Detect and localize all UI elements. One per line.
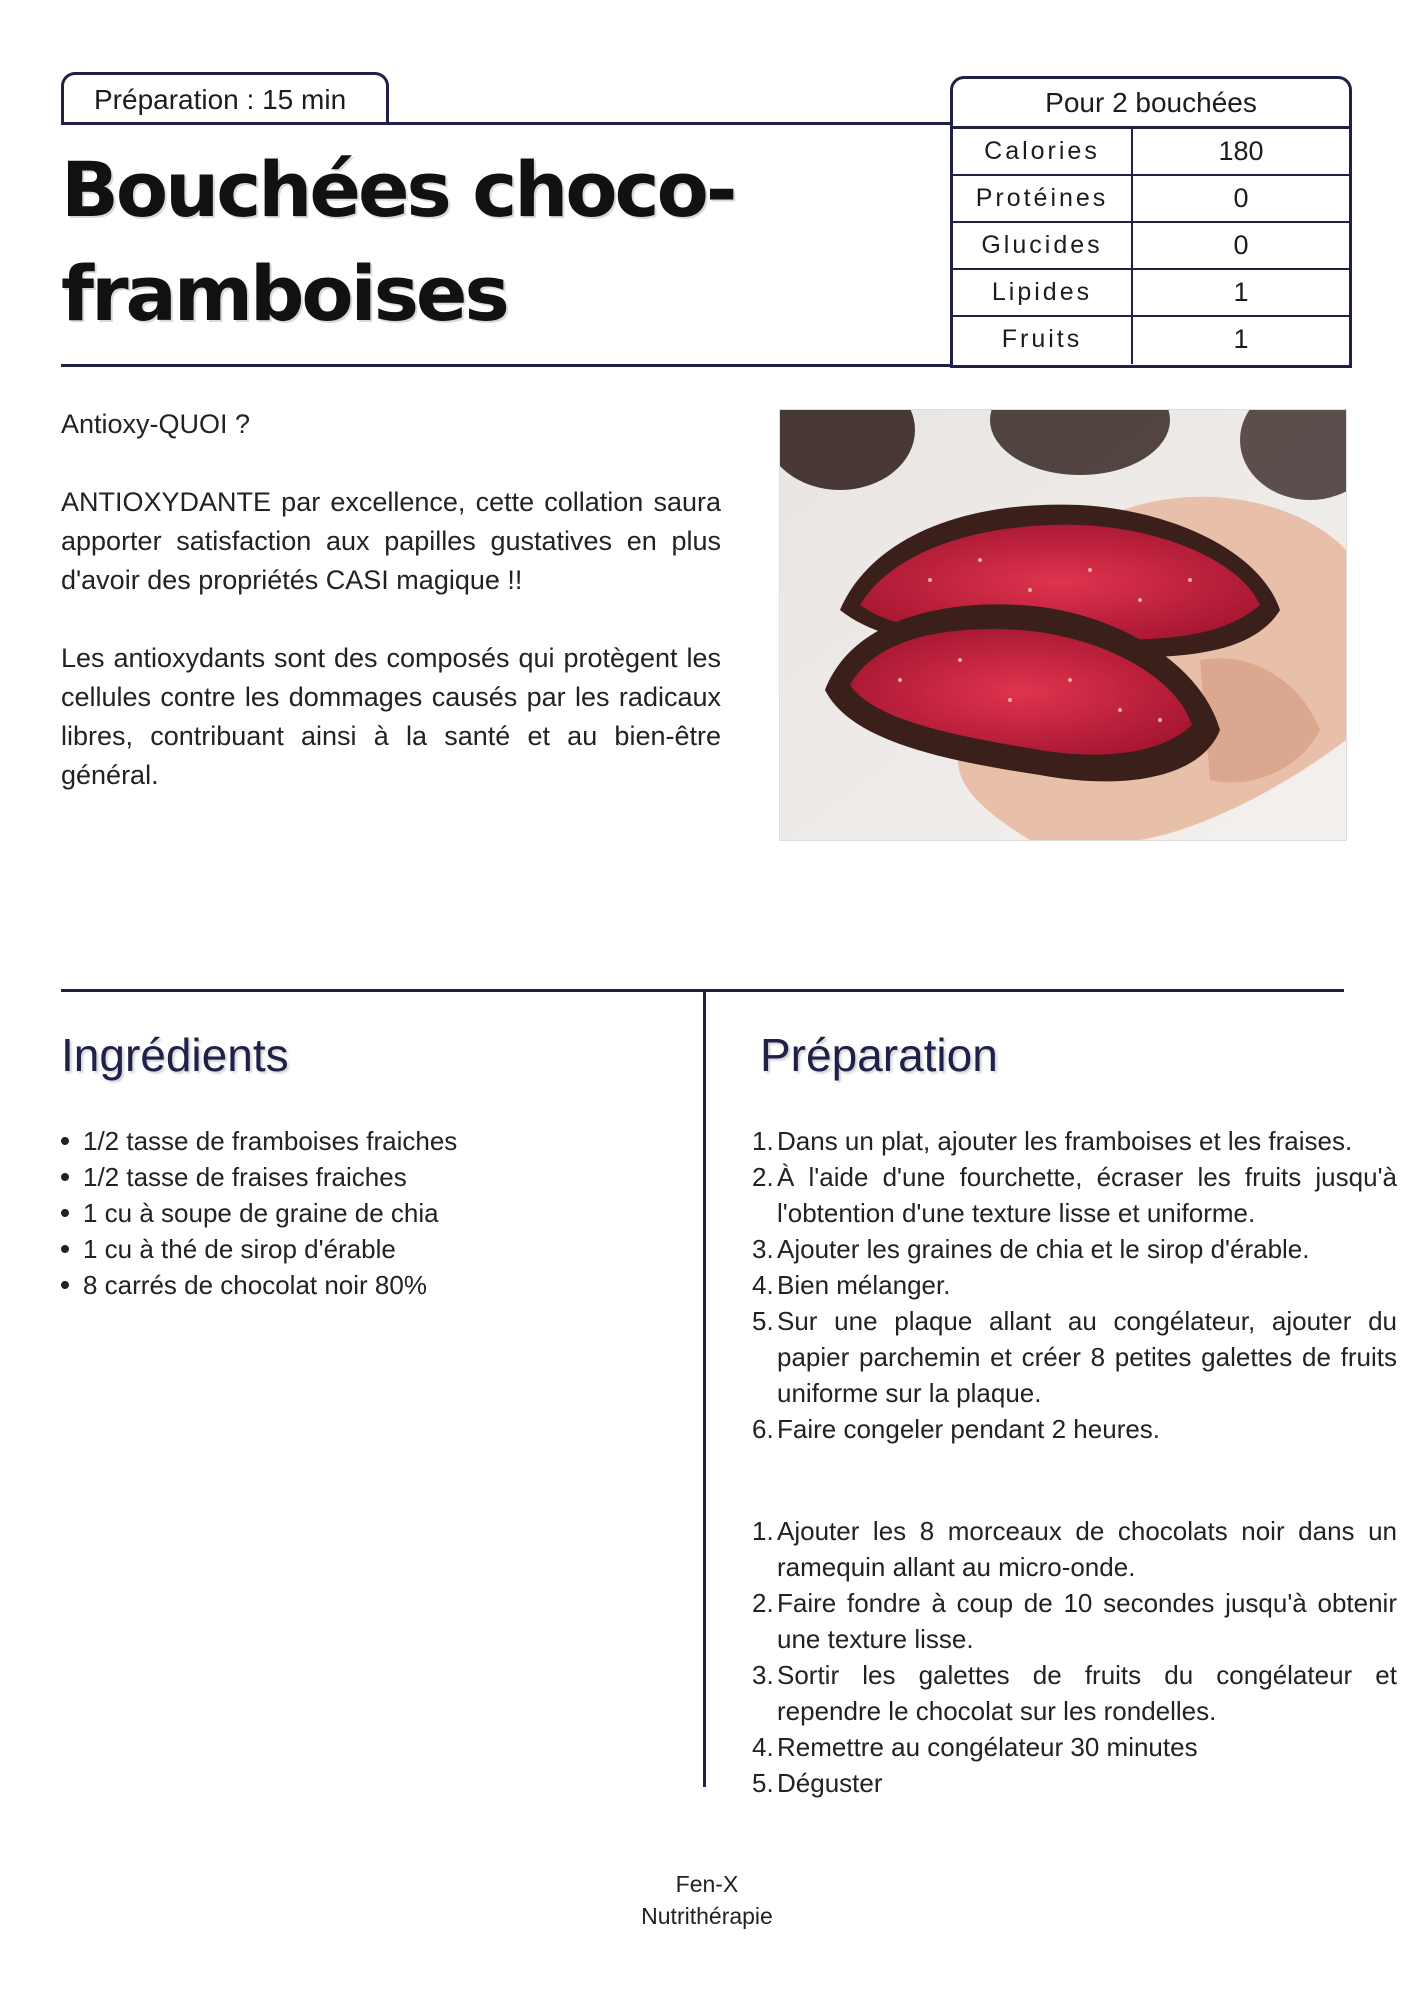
intro-paragraph-2: Les antioxydants sont des composés qui protègent les cellules contre les dommages causés par les radicaux libres, contribuant ainsi à la santé et au bien-être général. [61,643,721,790]
ingredient-text: 8 carrés de chocolat noir 80% [83,1270,427,1300]
preparation-steps-fruit [752,1123,1397,1447]
list-item [83,1231,683,1267]
ingredient-text: 1 cu à thé de sirop d'érable [83,1234,396,1264]
step-text: Déguster [777,1768,883,1798]
header-bottom-rule [61,364,951,367]
ingredient-text: 1/2 tasse de framboises fraiches [83,1126,458,1156]
step-number: 5. [752,1768,774,1798]
nutrition-value: 180 [1218,136,1264,166]
nutrition-value: 1 [1233,324,1249,354]
ingredient-text: 1 cu à soupe de graine de chia [83,1198,439,1228]
nutrition-label: Calories [953,129,1133,174]
chocolate-raspberry-bite-illustration [780,410,1346,840]
step-number: 4. [752,1270,774,1300]
list-item [752,1585,1397,1657]
nutrition-row-fruits [953,317,1349,364]
nutrition-label: Protéines [953,176,1133,221]
list-item [83,1195,683,1231]
step-text: Bien mélanger. [777,1270,951,1300]
list-item [83,1159,683,1195]
step-number: 6. [752,1414,774,1444]
step-number: 3. [752,1660,774,1690]
step-number: 1. [752,1516,774,1546]
recipe-title: Bouchées choco-framboises [61,145,735,338]
footer-brand: Fen-X [675,1871,739,1897]
preparation-steps-chocolate [752,1513,1397,1801]
step-number: 3. [752,1234,774,1264]
bullet-icon [61,1173,69,1181]
footer-subtitle: Nutrithérapie [641,1903,773,1929]
nutrition-label: Fruits [953,317,1133,364]
nutrition-label: Glucides [953,223,1133,268]
list-item [83,1267,683,1303]
list-item [752,1123,1397,1159]
step-text: À l'aide d'une fourchette, écraser les fruits jusqu'à l'obtention d'une texture lisse et uniforme. [777,1162,1397,1228]
step-text: Sortir les galettes de fruits du congélateur et rependre le chocolat sur les rondelles. [777,1660,1397,1726]
nutrition-row-calories [953,129,1349,176]
nutrition-value: 1 [1233,277,1249,307]
step-number: 5. [752,1306,774,1336]
bullet-icon [61,1209,69,1217]
list-item [752,1765,1397,1801]
bullet-icon [61,1137,69,1145]
prep-time-tab: Préparation : 15 min [61,72,389,122]
nutrition-value: 0 [1233,230,1249,260]
nutrition-table [950,76,1352,368]
column-divider [703,992,706,1787]
ingredients-heading: Ingrédients [61,1029,289,1081]
step-text: Sur une plaque allant au congélateur, ajouter du papier parchemin et créer 8 petites galettes de fruits uniforme sur la plaque. [777,1306,1397,1408]
list-item [83,1123,683,1159]
nutrition-row-lipides [953,270,1349,317]
step-number: 2. [752,1162,774,1192]
nutrition-row-proteines [953,176,1349,223]
step-text: Remettre au congélateur 30 minutes [777,1732,1198,1762]
nutrition-row-glucides [953,223,1349,270]
intro-text [61,405,721,834]
ingredient-text: 1/2 tasse de fraises fraiches [83,1162,407,1192]
bullet-icon [61,1281,69,1289]
list-item [752,1513,1397,1585]
nutrition-value: 0 [1233,183,1249,213]
step-text: Ajouter les 8 morceaux de chocolats noir dans un ramequin allant au micro-onde. [777,1516,1397,1582]
list-item [752,1159,1397,1231]
footer [0,1868,1414,1932]
list-item [752,1231,1397,1267]
ingredients-list [61,1123,683,1303]
nutrition-header: Pour 2 bouchées [953,79,1349,129]
list-item [752,1267,1397,1303]
list-item [752,1657,1397,1729]
step-text: Faire fondre à coup de 10 secondes jusqu'à obtenir une texture lisse. [777,1588,1397,1654]
intro-paragraph-1: ANTIOXYDANTE par excellence, cette collation saura apporter satisfaction aux papilles gustatives en plus d'avoir des propriétés CASI magique !! [61,487,721,595]
nutrition-label: Lipides [953,270,1133,315]
list-item [752,1411,1397,1447]
step-number: 1. [752,1126,774,1156]
step-number: 4. [752,1732,774,1762]
intro-heading: Antioxy-QUOI ? [61,409,251,439]
step-text: Faire congeler pendant 2 heures. [777,1414,1161,1444]
list-item [752,1729,1397,1765]
step-text: Ajouter les graines de chia et le sirop d'érable. [777,1234,1310,1264]
preparation-heading: Préparation [760,1029,998,1081]
bullet-icon [61,1245,69,1253]
header-top-rule [61,122,951,125]
step-number: 2. [752,1588,774,1618]
list-item [752,1303,1397,1411]
step-text: Dans un plat, ajouter les framboises et les fraises. [777,1126,1353,1156]
recipe-photo [779,409,1347,841]
